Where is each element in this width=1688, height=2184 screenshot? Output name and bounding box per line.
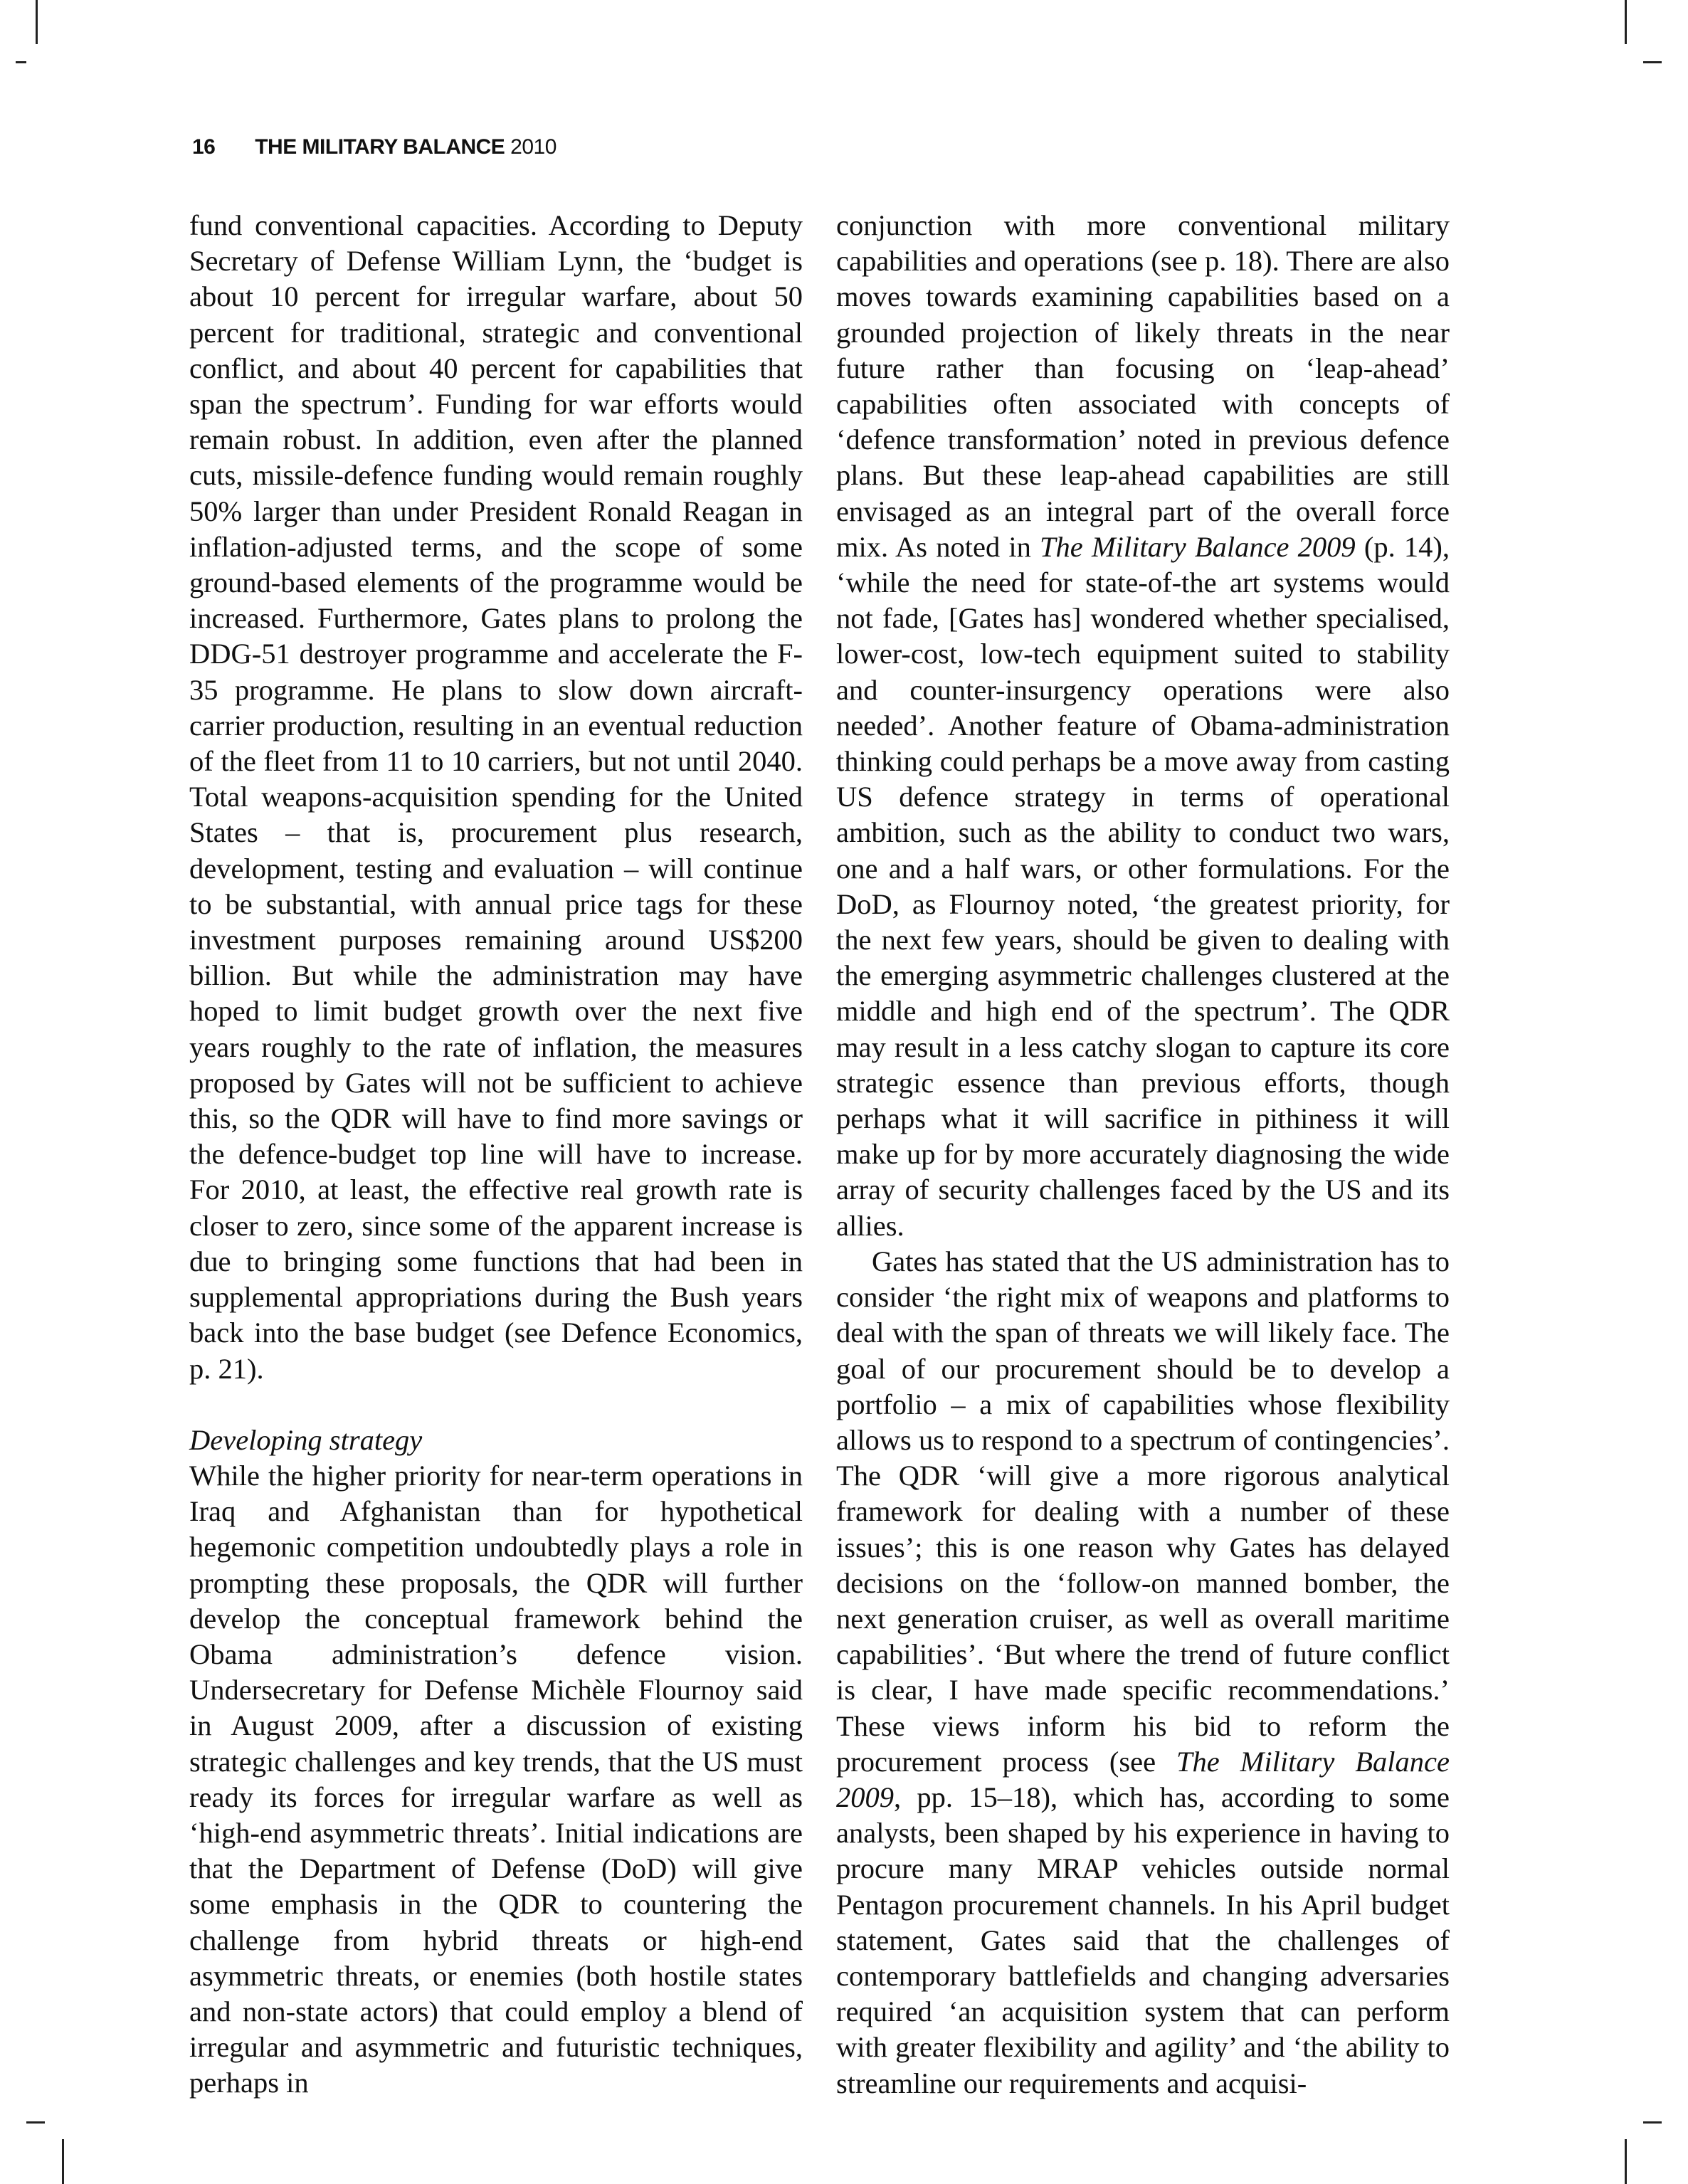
- publication-year: 2010: [510, 135, 556, 159]
- body-paragraph: [836, 1244, 1450, 2101]
- crop-mark-top-left-vertical: [36, 0, 38, 44]
- crop-mark-top-right-vertical: [1625, 0, 1627, 44]
- crop-mark-bottom-left-vertical: [62, 2139, 64, 2184]
- publication-reference: The Military Balance 2009: [1040, 530, 1356, 563]
- paragraph-text: conjunction with more conventional military capabilities and operations (see p. 18). There are also moves towards examining capabilities based on a grounded projection of likely threats in the near future rather than focusing on ‘leap-ahead’ capabilities often associated with concepts of ‘defence transformation’ noted in previous defence plans. But these leap-ahead capabilities are still envisaged as an integral part of the overall force mix. As noted in: [836, 209, 1450, 563]
- right-column: [836, 208, 1450, 2101]
- crop-mark-bottom-left-horizontal: [26, 2121, 45, 2124]
- crop-mark-bottom-right-vertical: [1625, 2139, 1627, 2184]
- crop-mark-top-right-horizontal: [1643, 61, 1662, 63]
- paragraph-text: Gates has stated that the US administration has to consider ‘the right mix of weapons and platforms to deal with the span of threats we will likely face. The goal of our procurement should be to develop a portfolio – a mix of capabilities whose flexibility allows us to respond to a spectrum of contingencies’. The QDR ‘will give a more rigorous analytical framework for dealing with a number of these issues’; this is one reason why Gates has delayed decisions on the ‘follow-on manned bomber, the next generation cruiser, as well as overall maritime capabilities’. ‘But where the trend of future conflict is clear, I have made specific recommendations.’ These views inform his bid to reform the procurement process (see: [836, 1245, 1450, 1778]
- body-paragraph: fund conventional capacities. According to Deputy Secretary of Defense William Lynn, the ‘budget is about 10 percent for irregular warfare, about 50 percent for traditional, strategic and conventional conflict, and about 40 percent for capabilities that span the spectrum’. Funding for war efforts would remain robust. In addition, even after the planned cuts, missile-defence funding would remain roughly 50% larger than under President Ronald Reagan in inflation-adjusted terms, and the scope of some ground-based elements of the programme would be increased. Furthermore, Gates plans to prolong the DDG-51 destroyer programme and accelerate the F-35 programme. He plans to slow down aircraft-carrier production, resulting in an eventual reduction of the fleet from 11 to 10 carriers, but not until 2040. Total weapons-acquisition spending for the United States – that is, procurement plus research, development, testing and evaluation – will continue to be substantial, with annual price tags for these investment purposes remaining around US$200 billion. But while the administration may have hoped to limit budget growth over the next five years roughly to the rate of inflation, the measures proposed by Gates will not be sufficient to achieve this, so the QDR will have to find more savings or the defence-budget top line will have to increase. For 2010, at least, the effective real growth rate is closer to zero, since some of the apparent increase is due to bringing some functions that had been in supplemental appropriations during the Bush years back into the base budget (see Defence Economics, p. 21).: [189, 209, 803, 1385]
- publication-reference: The Military Balance 2009: [836, 1745, 1450, 1813]
- body-paragraph: [836, 208, 1450, 1244]
- running-header: [192, 135, 556, 159]
- left-column: [189, 208, 803, 2101]
- paragraph-text: (p. 14), ‘while the need for state-of-the art systems would not fade, [Gates has] wondered whether specialised, lower-cost, low-tech equipment suited to stability and counter-insurgency operations were also needed’. Another feature of Obama-administration thinking could perhaps be a move away from casting US defence strategy in terms of operational ambition, such as the ability to conduct two wars, one and a half wars, or other formulations. For the DoD, as Flournoy noted, ‘the greatest priority, for the next few years, should be given to dealing with the emerging asymmetric challenges clustered at the middle and high end of the spectrum’. The QDR may result in a less catchy slogan to capture its core strategic essence than previous efforts, though perhaps what it will sacrifice in pithiness it will make up for by more accurately diagnosing the wide array of security challenges faced by the US and its allies.: [836, 530, 1450, 1242]
- crop-mark-bottom-right-horizontal: [1643, 2121, 1662, 2124]
- publication-title: THE MILITARY BALANCE: [255, 135, 505, 159]
- body-paragraph: While the higher priority for near-term operations in Iraq and Afghanistan than for hypothetical hegemonic competition undoubtedly plays a role in prompting these proposals, the QDR will further develop the conceptual framework behind the Obama administration’s defence vision. Undersecretary for Defense Michèle Flournoy said in August 2009, after a discussion of existing strategic challenges and key trends, that the US must ready its forces for irregular warfare as well as ‘high-end asymmetric threats’. Initial indications are that the Department of Defense (DoD) will give some emphasis in the QDR to countering the challenge from hybrid threats or high-end asymmetric threats, or enemies (both hostile states and non-state actors) that could employ a blend of irregular and asymmetric and futuristic techniques, perhaps in: [189, 1459, 803, 2099]
- section-subheading: Developing strategy: [189, 1423, 423, 1456]
- paragraph-text: , pp. 15–18), which has, according to some analysts, been shaped by his experience in having to procure many MRAP vehicles outside normal Pentagon procurement channels. In his April budget statement, Gates said that the challenges of contemporary battlefields and changing adversaries required ‘an acquisition system that can perform with greater flexibility and agility’ and ‘the ability to streamline our requirements and acquisi-: [836, 1781, 1450, 2099]
- page-number: 16: [192, 135, 216, 159]
- crop-mark-top-left-horizontal: [16, 61, 26, 63]
